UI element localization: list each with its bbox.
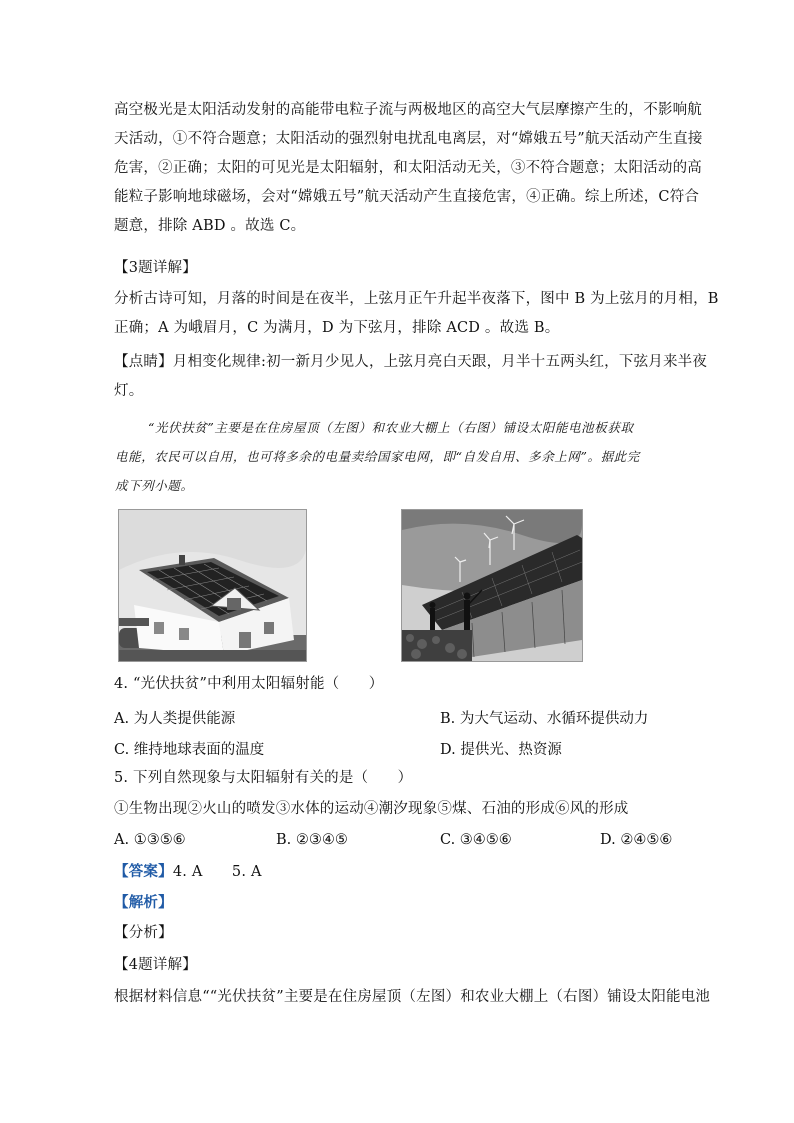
text-line: 灯。 bbox=[114, 383, 144, 399]
q4-option-a[interactable]: A. 为人类提供能源 bbox=[114, 711, 236, 727]
question-4-stem bbox=[114, 670, 684, 699]
text-line: 天活动，①不符合题意；太阳活动的强烈射电扰乱电离层，对“嫦娥五号”航天活动产生直接 bbox=[114, 131, 703, 147]
analysis-label: 【解析】 bbox=[114, 894, 173, 911]
greenhouse-solar-image bbox=[401, 509, 583, 662]
greenhouse-solar-illustration bbox=[402, 510, 582, 661]
question-5-stem bbox=[114, 764, 684, 793]
house-solar-illustration bbox=[119, 510, 306, 661]
q4-option-b[interactable]: B. 为大气运动、水循环提供动力 bbox=[440, 711, 649, 727]
answer-text: 4. A 5. A bbox=[172, 864, 262, 880]
q3-detail-heading bbox=[114, 254, 684, 283]
q4-option-d[interactable]: D. 提供光、热资源 bbox=[440, 742, 562, 758]
q3-detail-body bbox=[114, 285, 719, 343]
q4-detail-heading bbox=[114, 951, 684, 980]
text-line: “光伏扶贫”主要是在住房屋顶（左图）和农业大棚上（右图）铺设太阳能电池板获取 bbox=[148, 420, 634, 435]
q4-option-c[interactable]: C. 维持地球表面的温度 bbox=[114, 742, 265, 758]
text-line: 能粒子影响地球磁场，会对“嫦娥五号”航天活动产生直接危害，④正确。综上所述，C符合 bbox=[114, 189, 700, 205]
fenxi-heading bbox=[114, 919, 684, 948]
q5-option-c[interactable]: C. ③④⑤⑥ bbox=[440, 832, 512, 848]
tip-paragraph bbox=[114, 348, 708, 406]
analysis-heading bbox=[114, 888, 684, 917]
question-text: 4. “光伏扶贫”中利用太阳辐射能（ ） bbox=[114, 676, 384, 692]
q5-option-b[interactable]: B. ②③④⑤ bbox=[276, 832, 348, 848]
q4-detail-body bbox=[114, 983, 711, 1012]
answer-line bbox=[114, 857, 684, 886]
question-5-items bbox=[114, 795, 684, 824]
question-items-text: ①生物出现②火山的喷发③水体的运动④潮汐现象⑤煤、石油的形成⑥风的形成 bbox=[114, 801, 629, 817]
text-line: 根据材料信息““光伏扶贫”主要是在住房屋顶（左图）和农业大棚上（右图）铺设太阳能电池 bbox=[114, 989, 711, 1005]
text-line: 【点睛】月相变化规律:初一新月少见人，上弦月亮白天跟，月半十五两头红，下弦月来半夜 bbox=[114, 354, 708, 370]
material-paragraph bbox=[115, 414, 688, 501]
text-line: 成下列小题。 bbox=[115, 478, 194, 493]
heading-text: 【3题详解】 bbox=[114, 260, 197, 276]
text-line: 分析古诗可知，月落的时间是在夜半，上弦月正午升起半夜落下，图中 B 为上弦月的月相，B bbox=[114, 291, 719, 307]
answer-label: 【答案】 bbox=[114, 863, 173, 880]
fenxi-label: 【分析】 bbox=[114, 925, 173, 941]
paragraph-aurora-explanation bbox=[114, 96, 703, 241]
heading-text: 【4题详解】 bbox=[114, 957, 197, 973]
house-solar-roof-image bbox=[118, 509, 307, 662]
text-line: 题意，排除 ABD 。故选 C。 bbox=[114, 218, 306, 234]
q5-option-a[interactable]: A. ①③⑤⑥ bbox=[114, 832, 186, 848]
text-line: 正确；A 为峨眉月，C 为满月，D 为下弦月，排除 ACD 。故选 B。 bbox=[114, 320, 560, 336]
text-line: 危害，②正确；太阳的可见光是太阳辐射，和太阳活动无关，③不符合题意；太阳活动的高 bbox=[114, 160, 702, 176]
text-line: 电能，农民可以自用，也可将多余的电量卖给国家电网，即“自发自用、多余上网”。据此完 bbox=[115, 449, 640, 464]
q5-option-d[interactable]: D. ②④⑤⑥ bbox=[600, 832, 673, 848]
text-line: 高空极光是太阳活动发射的高能带电粒子流与两极地区的高空大气层摩擦产生的，不影响航 bbox=[114, 102, 702, 118]
question-text: 5. 下列自然现象与太阳辐射有关的是（ ） bbox=[114, 770, 413, 786]
